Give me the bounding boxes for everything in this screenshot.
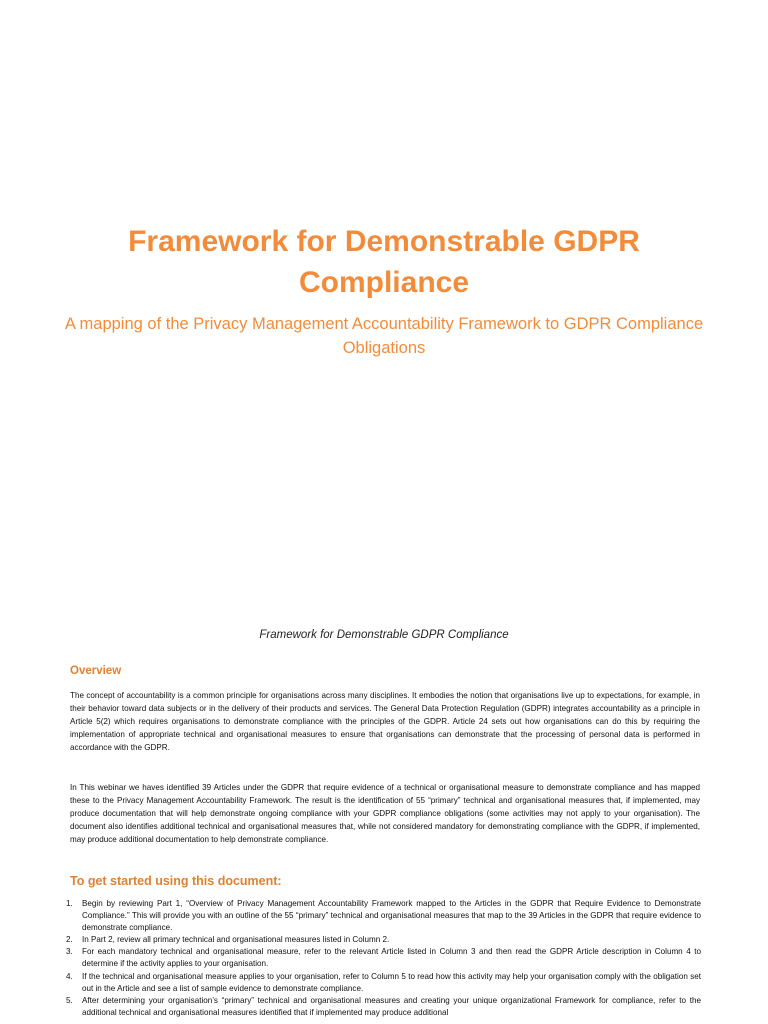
list-item [66, 934, 701, 946]
step-text: After determining your organisation’s “primary” technical and organisational measures and creating your unique organizational Framework for compliance, refer to the additional technical and organisational measures identified that if implemented may produce additional [82, 995, 701, 1017]
list-item [66, 898, 701, 934]
step-number: 4. [66, 971, 73, 981]
overview-paragraph: The concept of accountability is a common principle for organisations across many disciplines. It embodies the notion that organisations live up to expectations, for example, in their behavior toward data subjects or in the delivery of their products and services. The General Data Protection Regulation (GDPR) integrates accountability as a principle in Article 5(2) which requires organisations to demonstrate compliance with the principles of the GDPR. Article 24 sets out how organisations can do this by requiring the implementation of appropriate technical and organisational measures to ensure that organisations can demonstrate that the processing of personal data is performed in accordance with the GDPR. [70, 691, 700, 753]
list-item [66, 971, 701, 995]
step-text: In Part 2, review all primary technical and organisational measures listed in Column 2. [82, 935, 390, 945]
step-number: 3. [66, 947, 73, 957]
document-subtitle: A mapping of the Privacy Management Accountability Framework to GDPR Compliance Obligations [64, 315, 704, 357]
steps-list [66, 898, 701, 1019]
step-text: Begin by reviewing Part 1, “Overview of Privacy Management Accountability Framework mapped to the Articles in the GDPR that Require Evidence to Demonstrate Compliance.” This will provide you with an outline of the 55 “primary” technical and organisational measures that map to the 39 Articles in the GDPR that require evidence to demonstrate compliance. [82, 899, 701, 933]
overview-paragraph: In This webinar we haves identified 39 Articles under the GDPR that require evidence of a technical or organisational measure to demonstrate compliance and has mapped these to the Privacy Management Accountability Framework. The result is the identification of 55 “primary” technical and organisational measures that, if implemented, may produce documentation that will help demonstrate ongoing compliance with your GDPR compliance obligations (some activities may not apply to your organisation). The document also identifies additional technical and organisational measures that, while not considered mandatory for demonstrating compliance with the GDPR, if implemented, may produce additional documentation to help demonstrate compliance. [70, 783, 700, 845]
step-number: 5. [66, 995, 73, 1005]
getting-started-heading: To get started using this document: [70, 874, 282, 888]
document-title: Framework for Demonstrable GDPR Compliance [128, 225, 640, 299]
list-item [66, 946, 701, 970]
list-item [66, 995, 701, 1019]
step-text: For each mandatory technical and organisational measure, refer to the relevant Article listed in Column 3 and then read the GDPR Article description in Column 4 to determine if the activity applies to your organisation. [82, 947, 701, 969]
running-header: Framework for Demonstrable GDPR Compliance [259, 629, 509, 641]
step-number: 2. [66, 935, 73, 945]
step-text: If the technical and organisational measure applies to your organisation, refer to Column 5 to read how this activity may help your organisation comply with the obligation set out in the Article and see a list of sample evidence to demonstrate compliance. [82, 971, 701, 993]
step-number: 1. [66, 899, 73, 908]
overview-heading: Overview [70, 665, 122, 677]
